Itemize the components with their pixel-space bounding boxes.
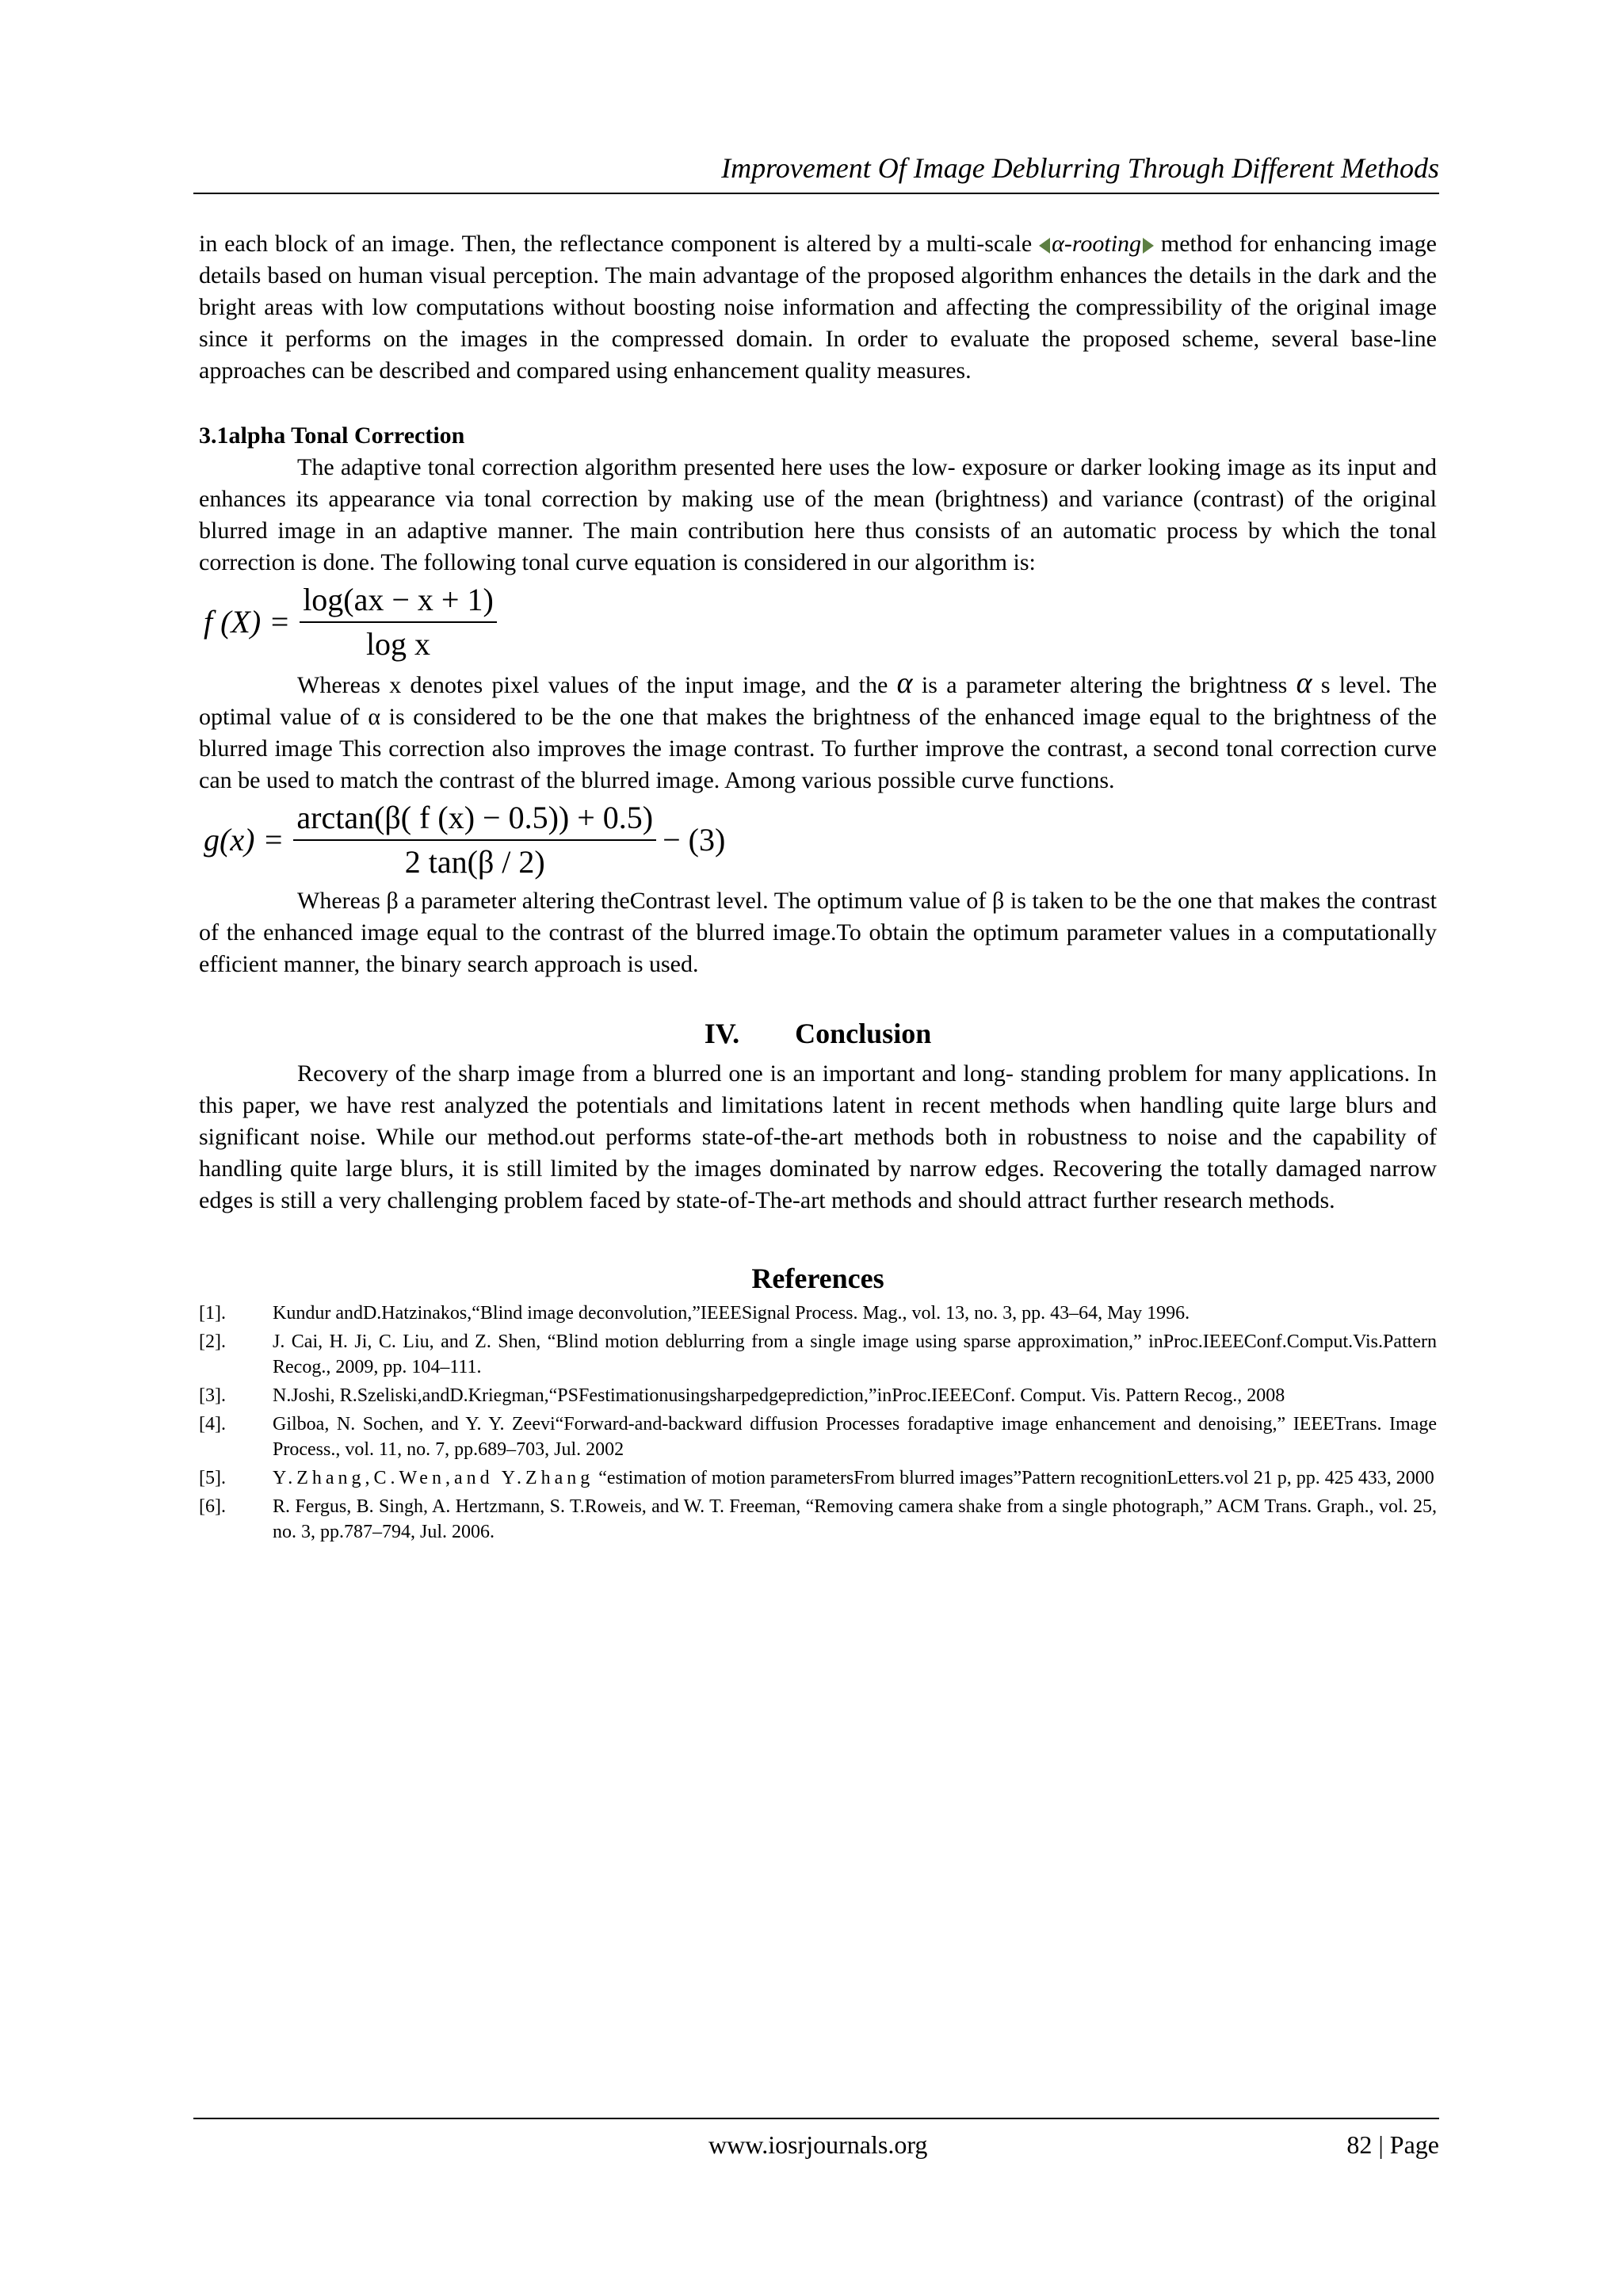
reference-text: J. Cai, H. Ji, C. Liu, and Z. Shen, “Blind motion deblurring from a single image using sparse approximation,” inProc.IEEEConf.Comput.Vis.Pattern Recog., 2009, pp. 104–111.: [273, 1331, 1437, 1377]
equation-fraction: [300, 582, 497, 663]
alpha-parameter-paragraph: [199, 667, 1437, 797]
subsection-heading: 3.1alpha Tonal Correction: [199, 422, 465, 449]
para-text: s level. The optimal value of α is considered to be the one that makes the brightness of the enhanced image equal to the brightness of the blurred image This correction also improves the image contrast. To further improve the contrast, a second tonal correction curve can be used to match the contrast of the blurred image. Among various possible curve functions.: [199, 672, 1438, 793]
reference-item: [199, 1465, 1437, 1491]
references-list: [199, 1301, 1437, 1545]
reference-item: [199, 1412, 1437, 1462]
para-text: is a parameter altering the brightness: [912, 672, 1296, 698]
section-heading: [199, 1015, 1437, 1052]
tonal-correction-paragraph: The adaptive tonal correction algorithm presented here uses the low- exposure or darker looking image as its input and enhances its appearance via tonal correction by making use of the mean (brightness) and variance (contrast) of the original blurred image in an adaptive manner. The main contribution here thus consists of an automatic process by which the tonal correction is done. The following tonal curve equation is considered in our algorithm is:: [199, 454, 1437, 575]
references-heading: References: [751, 1263, 884, 1294]
page-body: [199, 228, 1437, 1548]
alpha-rooting-term: α-rooting: [1052, 231, 1142, 257]
reference-rest: “estimation of motion parametersFrom blurred images”Pattern recognitionLetters.vol 21 p, pp. 425 433, 2000: [594, 1468, 1434, 1488]
beta-parameter-paragraph: Whereas β a parameter altering theContrast level. The optimum value of β is taken to be the one that makes the contrast of the enhanced image equal to the contrast of the blurred image.To obtain the optimum parameter values in a computationally efficient manner, the binary search approach is used.: [199, 888, 1437, 977]
equation-contrast-curve: [204, 800, 1437, 881]
reference-text: Kundur andD.Hatzinakos,“Blind image deconvolution,”IEEESignal Process. Mag., vol. 13, no. 3, pp. 43–64, May 1996.: [273, 1303, 1190, 1324]
reference-item: [199, 1301, 1437, 1326]
reference-authors: Y.Zhang,C.Wen,and Y.Zhang: [273, 1468, 594, 1488]
para-text: Whereas x denotes pixel values of the input image, and the: [297, 672, 897, 698]
reference-text: R. Fergus, B. Singh, A. Hertzmann, S. T.Roweis, and W. T. Freeman, “Removing camera shake from a single photograph,” ACM Trans. Graph., vol. 25, no. 3, pp.787–794, Jul. 2006.: [273, 1496, 1437, 1542]
alpha-symbol: α: [896, 667, 913, 700]
intro-text-post: method for enhancing image details based on human visual perception. The main advantage of the proposed algorithm enhances the details in the dark and the bright areas with low computations without boosting noise information and affecting the compressibility of the original image since it performs on the images in the compressed domain. In order to evaluate the proposed scheme, several base-line approaches can be described and compared using enhancement quality measures.: [199, 231, 1437, 384]
reference-text: [273, 1465, 1437, 1491]
footer-website: www.iosrjournals.org: [708, 2130, 928, 2159]
section-title: Conclusion: [795, 1018, 932, 1049]
equation-denominator: log x: [365, 626, 431, 662]
reference-item: [199, 1494, 1437, 1545]
reference-item: [199, 1329, 1437, 1380]
equation-number: − (3): [663, 822, 726, 858]
reference-number: [6].: [199, 1496, 226, 1517]
conclusion-paragraph: Recovery of the sharp image from a blurred one is an important and long- standing problem for many applications. In this paper, we have rest analyzed the potentials and limitations latent in recent methods when handling quite large blurs and significant noise. While our method.out performs state-of-the-art methods both in robustness to noise and the capability of handling quite large blurs, it is still limited by the images dominated by narrow edges. Recovering the totally damaged narrow edges is still a very challenging problem faced by state-of-The-art methods and should attract further research methods.: [199, 1060, 1437, 1213]
reference-number: [4].: [199, 1414, 226, 1435]
reference-number: [2].: [199, 1331, 226, 1352]
running-header: Improvement Of Image Deblurring Through Different Methods: [721, 152, 1439, 184]
footer-rule: [193, 2118, 1439, 2119]
equation-tonal-curve: [204, 582, 1437, 663]
intro-text-pre: in each block of an image. Then, the reflectance component is altered by a multi-scale: [199, 231, 1040, 257]
reference-text: N.Joshi, R.Szeliski,andD.Kriegman,“PSFestimationusingsharpedgeprediction,”inProc.IEEEConf. Comput. Vis. Pattern Recog., 2008: [273, 1385, 1285, 1406]
equation-lhs: f (X) =: [204, 604, 291, 640]
equation-fraction: [293, 800, 656, 881]
reference-number: [1].: [199, 1303, 226, 1324]
alpha-symbol: α: [1296, 667, 1312, 700]
arrow-left-icon: [1039, 238, 1050, 254]
equation-numerator: log(ax − x + 1): [300, 582, 497, 623]
header-rule: [193, 193, 1439, 194]
equation-lhs: g(x) =: [204, 822, 285, 858]
intro-paragraph: [199, 228, 1437, 387]
reference-text: Gilboa, N. Sochen, and Y. Y. Zeevi“Forward-and-backward diffusion Processes foradaptive image enhancement and denoising,” IEEETrans. Image Process., vol. 11, no. 7, pp.689–703, Jul. 2002: [273, 1414, 1437, 1460]
reference-number: [3].: [199, 1385, 226, 1406]
equation-numerator: arctan(β( f (x) − 0.5)) + 0.5): [293, 800, 656, 841]
section-number: IV.: [704, 1018, 740, 1049]
equation-denominator: 2 tan(β / 2): [404, 844, 545, 880]
footer-page-number: 82 | Page: [1346, 2130, 1439, 2159]
reference-item: [199, 1383, 1437, 1408]
reference-number: [5].: [199, 1468, 226, 1488]
arrow-right-icon: [1143, 238, 1154, 254]
